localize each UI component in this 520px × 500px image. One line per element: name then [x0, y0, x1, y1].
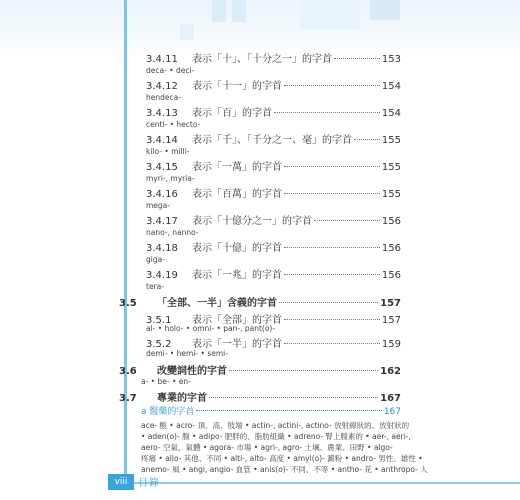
dot-leader: [334, 58, 380, 59]
entry-title: 表示「全部」的字首: [192, 315, 282, 326]
entry-number: 3.4.15: [146, 162, 178, 173]
entry-prefixes: deca- • deci-: [146, 66, 195, 75]
section-title: 專業的字首: [157, 393, 207, 404]
footer-mark: 目錄: [138, 478, 160, 489]
dot-leader: [354, 139, 380, 140]
prefix-list-line: ace- 酸 • acro- 頂、高、肢端 • actin-, actini-, actino- 放射線狀的、放射狀的: [141, 421, 410, 430]
footer-rule: [108, 482, 520, 484]
toc-section-3-6[interactable]: [119, 362, 401, 376]
prefix-list-line: 疼痛 • allo- 其他、不同 • alti-, alto- 高度 • amyl(o)- 澱粉 • andro- 男性、雄性 •: [141, 454, 423, 463]
section-title: 「全部、一半」含義的字首: [157, 298, 277, 309]
toc-entry-3-4-11[interactable]: [146, 50, 401, 64]
toc-entry-3-4-18[interactable]: [146, 239, 401, 253]
dot-leader: [284, 319, 380, 320]
toc-entry-3-4-12[interactable]: [146, 77, 401, 91]
entry-number: 3.4.19: [146, 270, 178, 281]
entry-page: 156: [381, 216, 401, 227]
entry-prefixes: myri-, myria-: [146, 174, 195, 183]
toc-entry-3-4-19[interactable]: [146, 266, 401, 280]
entry-prefixes: centi- • hecto-: [146, 120, 201, 129]
toc-section-3-5[interactable]: [119, 294, 401, 308]
entry-page: 156: [381, 243, 401, 254]
entry-prefixes: mega-: [146, 201, 170, 210]
entry-prefixes: nano-, nanno-: [146, 228, 199, 237]
dot-leader: [284, 343, 380, 344]
toc-entry-3-5-2[interactable]: [146, 335, 401, 349]
entry-title: 表示「一萬」的字首: [192, 162, 282, 173]
section-title: 改變詞性的字首: [157, 366, 227, 377]
toc-entry-3-4-15[interactable]: [146, 158, 401, 172]
header-square-5: [370, 0, 400, 20]
entry-number: 3.4.11: [146, 54, 178, 65]
section-prefixes: a- • be- • en-: [141, 377, 191, 386]
entry-number: 3.4.14: [146, 135, 178, 146]
entry-page: 154: [381, 108, 401, 119]
dot-leader: [229, 370, 378, 371]
entry-prefixes: kilo- • milli-: [146, 147, 190, 156]
entry-prefixes: al- • holo- • omni- • pan-, pant(o)-: [146, 324, 276, 333]
dot-leader: [284, 193, 380, 194]
entry-number: 3.5.1: [146, 315, 172, 326]
entry-page: 153: [381, 54, 401, 65]
entry-title: 表示「千」、「千分之一、毫」的字首: [192, 135, 352, 146]
entry-title: 表示「百萬」的字首: [192, 189, 282, 200]
toc-entry-3-4-14[interactable]: [146, 131, 401, 145]
entry-page: 154: [381, 81, 401, 92]
entry-prefixes: tera-: [146, 282, 164, 291]
entry-title: 表示「一兆」的字首: [192, 270, 282, 281]
header-square-2: [232, 0, 246, 22]
entry-title: 表示「十億分之一」的字首: [192, 216, 312, 227]
dot-leader: [279, 302, 378, 303]
prefix-list-line: anemo- 風 • angi, angio- 血管 • anis(o)- 不同、不等 • antho- 花 • anthropo- 人: [141, 465, 428, 474]
header-square-1: [212, 0, 226, 22]
toc-entry-3-4-13[interactable]: [146, 104, 401, 118]
entry-number: 3.4.16: [146, 189, 178, 200]
medical-prefixes-heading[interactable]: [141, 404, 401, 416]
entry-number: 3.4.17: [146, 216, 178, 227]
toc-entry-3-4-17[interactable]: [146, 212, 401, 226]
dot-leader: [284, 274, 380, 275]
toc-entry-3-5-1[interactable]: [146, 311, 401, 325]
section-page: 162: [380, 366, 401, 377]
section-page: 167: [380, 393, 401, 404]
entry-page: 155: [381, 135, 401, 146]
entry-number: 3.5.2: [146, 339, 172, 350]
prefix-list-line: • aden(o)- 腺 • adipo- 肥胖的、脂肪組織 • adreno- 腎上腺素的 • aer-, aeri-,: [141, 432, 411, 441]
entry-title: 表示「百」的字首: [192, 108, 272, 119]
page-number: viii: [108, 474, 134, 490]
dot-leader: [274, 112, 380, 113]
entry-number: 3.4.12: [146, 81, 178, 92]
dot-leader: [196, 410, 381, 411]
section-page: 157: [380, 298, 401, 309]
dot-leader: [209, 397, 378, 398]
footer-background: [0, 476, 520, 500]
entry-page: 155: [381, 162, 401, 173]
entry-page: 156: [381, 270, 401, 281]
entry-title: 表示「一半」的字首: [192, 339, 282, 350]
entry-page: 157: [381, 315, 401, 326]
dot-leader: [284, 85, 380, 86]
toc-section-3-7[interactable]: [119, 389, 401, 403]
section-number: 3.6: [119, 366, 137, 377]
entry-number: 3.4.18: [146, 243, 178, 254]
entry-page: 159: [381, 339, 401, 350]
section-number: 3.7: [119, 393, 137, 404]
entry-title: 表示「十」、「十分之一」的字首: [192, 54, 332, 65]
entry-prefixes: hendeca-: [146, 93, 181, 102]
entry-number: 3.4.13: [146, 108, 178, 119]
prefix-list-line: aero- 空氣、氣體 • agora- 市場 • agri-, agro- 土壤、農業、田野 • algo-: [141, 443, 393, 452]
dot-leader: [284, 247, 380, 248]
section-number: 3.5: [119, 298, 137, 309]
toc-entry-3-4-16[interactable]: [146, 185, 401, 199]
entry-page: 155: [381, 189, 401, 200]
dot-leader: [284, 166, 380, 167]
dot-leader: [314, 220, 380, 221]
entry-prefixes: giga-: [146, 255, 165, 264]
heading-page: 167: [383, 407, 401, 417]
left-margin-bar: [124, 0, 127, 500]
header-square-3: [180, 24, 194, 40]
header-square-4: [300, 0, 360, 30]
heading-title: a 醫藥的字首: [141, 407, 195, 417]
entry-title: 表示「十億」的字首: [192, 243, 282, 254]
entry-prefixes: demi- • hemi- • semi-: [146, 349, 228, 358]
entry-title: 表示「十一」的字首: [192, 81, 282, 92]
